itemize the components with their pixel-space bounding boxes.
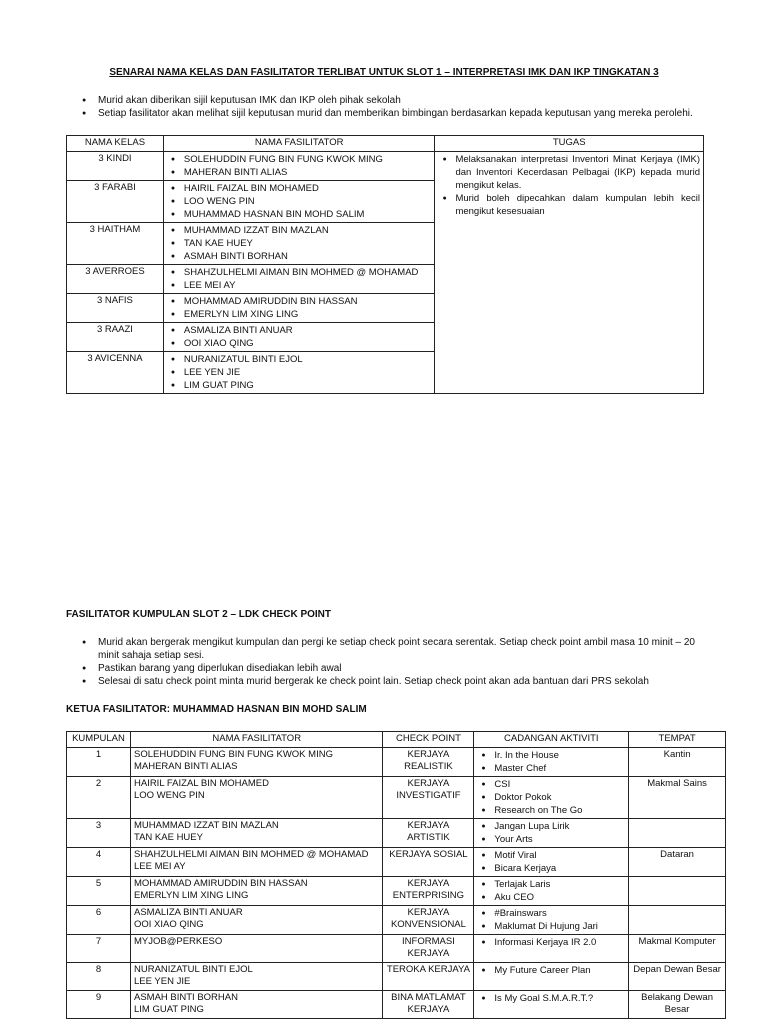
kumpulan-cell: 9: [67, 990, 131, 1018]
table-row: [67, 990, 726, 1018]
kumpulan-cell: 7: [67, 934, 131, 962]
fasilitator-cell: [130, 776, 382, 818]
aktiviti-item: ● Aku CEO: [477, 891, 625, 904]
table-row: [67, 776, 726, 818]
fasilitator-name: ● ASMALIZA BINTI ANUAR: [167, 324, 432, 337]
check-point-cell: KERJAYA REALISTIK: [383, 747, 474, 776]
fasilitator-name: ● LEE YEN JIE: [167, 366, 432, 379]
tempat-cell: Kantin: [629, 747, 726, 776]
slot2-note: ● Murid akan bergerak mengikut kumpulan dan pergi ke setiap check point secara serentak. Setiap check point ambil masa 10 minit – 20 minit sahaja setiap sesi.: [82, 636, 702, 662]
check-point-cell: KERJAYA ENTERPRISING: [383, 876, 474, 905]
table-row: [67, 151, 704, 180]
aktiviti-item: ● Maklumat Di Hujung Jari: [477, 920, 625, 933]
table-row: [67, 747, 726, 776]
tempat-cell: [629, 905, 726, 934]
fasilitator-name-list: [167, 182, 432, 221]
aktiviti-item: ● Bicara Kerjaya: [477, 862, 625, 875]
kumpulan-cell: 1: [67, 747, 131, 776]
fasilitator-name: ASMALIZA BINTI ANUAR: [133, 906, 243, 918]
header-tugas: TUGAS: [435, 136, 704, 152]
fasilitator-name: HAIRIL FAIZAL BIN MOHAMED: [133, 777, 269, 789]
aktiviti-item: ● Master Chef: [477, 762, 625, 775]
tempat-cell: Belakang Dewan Besar: [629, 990, 726, 1018]
slot2-note: ● Pastikan barang yang diperlukan disediakan lebih awal: [82, 662, 702, 675]
header-cadangan-aktiviti: CADANGAN AKTIVITI: [474, 732, 629, 748]
fasilitator-name: MUHAMMAD IZZAT BIN MAZLAN: [133, 819, 279, 831]
aktiviti-item-list: [477, 964, 625, 977]
aktiviti-item: ● Research on The Go: [477, 804, 625, 817]
tempat-cell: Depan Dewan Besar: [629, 962, 726, 990]
fasilitator-cell: [130, 990, 382, 1018]
fasilitator-name: ● OOI XIAO QING: [167, 337, 432, 350]
tempat-cell: Dataran: [629, 847, 726, 876]
fasilitator-name: OOI XIAO QING: [133, 919, 204, 930]
fasilitator-name: ● EMERLYN LIM XING LING: [167, 308, 432, 321]
fasilitator-name: LOO WENG PIN: [133, 790, 205, 801]
slot1-notes: [82, 94, 712, 120]
aktiviti-cell: [474, 847, 629, 876]
tempat-cell: [629, 818, 726, 847]
aktiviti-cell: [474, 934, 629, 962]
slot2-title: FASILITATOR KUMPULAN SLOT 2 – LDK CHECK POINT: [66, 609, 332, 620]
fasilitator-name-list: [167, 295, 432, 321]
fasilitator-name: ● ASMAH BINTI BORHAN: [167, 250, 432, 263]
aktiviti-item: ● Jangan Lupa Lirik: [477, 820, 625, 833]
fasilitator-cell: [163, 264, 435, 293]
aktiviti-item: ● Informasi Kerjaya IR 2.0: [477, 936, 625, 949]
tempat-cell: Makmal Sains: [629, 776, 726, 818]
tempat-cell: Makmal Komputer: [629, 934, 726, 962]
fasilitator-name: ● LIM GUAT PING: [167, 379, 432, 392]
kumpulan-cell: 4: [67, 847, 131, 876]
nama-kelas-cell: 3 RAAZI: [67, 322, 164, 351]
aktiviti-item: ● Terlajak Laris: [477, 878, 625, 891]
tugas-cell: [435, 151, 704, 393]
nama-kelas-cell: 3 NAFIS: [67, 293, 164, 322]
fasilitator-name-list: [167, 224, 432, 263]
aktiviti-cell: [474, 818, 629, 847]
table-header-row: [67, 732, 726, 748]
fasilitator-name-list: [167, 153, 432, 179]
aktiviti-item-list: [477, 749, 625, 775]
fasilitator-name: EMERLYN LIM XING LING: [133, 890, 249, 901]
slot1-table: [66, 135, 704, 394]
kumpulan-cell: 5: [67, 876, 131, 905]
nama-kelas-cell: 3 AVICENNA: [67, 351, 164, 393]
table-row: [67, 847, 726, 876]
header-kumpulan: KUMPULAN: [67, 732, 131, 748]
kumpulan-cell: 6: [67, 905, 131, 934]
check-point-cell: BINA MATLAMAT KERJAYA: [383, 990, 474, 1018]
fasilitator-name: ● TAN KAE HUEY: [167, 237, 432, 250]
fasilitator-cell: [163, 322, 435, 351]
fasilitator-name: MYJOB@PERKESO: [133, 935, 223, 947]
fasilitator-cell: [130, 747, 382, 776]
tugas-item-list: [438, 153, 700, 218]
aktiviti-item-list: [477, 936, 625, 949]
fasilitator-cell: [130, 905, 382, 934]
fasilitator-cell: [130, 962, 382, 990]
fasilitator-name: ● SHAHZULHELMI AIMAN BIN MOHMED @ MOHAMAD: [167, 266, 432, 279]
fasilitator-name-list: [167, 353, 432, 392]
tugas-item: ● Murid boleh dipecahkan dalam kumpulan lebih kecil mengikut kesesuaian: [438, 192, 700, 218]
check-point-cell: TEROKA KERJAYA: [383, 962, 474, 990]
check-point-cell: KERJAYA SOSIAL: [383, 847, 474, 876]
slot1-note: ● Murid akan diberikan sijil keputusan IMK dan IKP oleh pihak sekolah: [82, 94, 712, 107]
fasilitator-cell: [163, 222, 435, 264]
aktiviti-cell: [474, 962, 629, 990]
header-nama-fasilitator: NAMA FASILITATOR: [130, 732, 382, 748]
nama-kelas-cell: 3 HAITHAM: [67, 222, 164, 264]
kumpulan-cell: 3: [67, 818, 131, 847]
slot2-table: [66, 731, 726, 1019]
aktiviti-item-list: [477, 907, 625, 933]
table-row: [67, 876, 726, 905]
header-nama-kelas: NAMA KELAS: [67, 136, 164, 152]
fasilitator-name: MAHERAN BINTI ALIAS: [133, 761, 238, 772]
table-row: [67, 934, 726, 962]
check-point-cell: KERJAYA ARTISTIK: [383, 818, 474, 847]
aktiviti-item: ● Your Arts: [477, 833, 625, 846]
header-tempat: TEMPAT: [629, 732, 726, 748]
tugas-item: ● Melaksanakan interpretasi Inventori Minat Kerjaya (IMK) dan Inventori Kecerdasan Pelbagai (IKP) kepada murid mengikut kelas.: [438, 153, 700, 192]
aktiviti-item-list: [477, 778, 625, 817]
aktiviti-item: ● CSI: [477, 778, 625, 791]
fasilitator-name: ● MUHAMMAD HASNAN BIN MOHD SALIM: [167, 208, 432, 221]
fasilitator-cell: [130, 934, 382, 962]
fasilitator-name: ● MOHAMMAD AMIRUDDIN BIN HASSAN: [167, 295, 432, 308]
nama-kelas-cell: 3 AVERROES: [67, 264, 164, 293]
table-row: [67, 905, 726, 934]
fasilitator-name: ● LOO WENG PIN: [167, 195, 432, 208]
aktiviti-cell: [474, 905, 629, 934]
slot1-title: SENARAI NAMA KELAS DAN FASILITATOR TERLIBAT UNTUK SLOT 1 – INTERPRETASI IMK DAN IKP TINGKATAN 3: [109, 67, 659, 78]
fasilitator-name: LEE MEI AY: [133, 861, 186, 872]
check-point-cell: KERJAYA INVESTIGATIF: [383, 776, 474, 818]
fasilitator-name: NURANIZATUL BINTI EJOL: [133, 963, 253, 975]
check-point-cell: KERJAYA KONVENSIONAL: [383, 905, 474, 934]
header-nama-fasilitator: NAMA FASILITATOR: [163, 136, 435, 152]
fasilitator-name: MOHAMMAD AMIRUDDIN BIN HASSAN: [133, 877, 308, 889]
nama-kelas-cell: 3 FARABI: [67, 180, 164, 222]
fasilitator-name: ● LEE MEI AY: [167, 279, 432, 292]
fasilitator-name: ● NURANIZATUL BINTI EJOL: [167, 353, 432, 366]
check-point-cell: INFORMASI KERJAYA: [383, 934, 474, 962]
fasilitator-cell: [163, 293, 435, 322]
slot1-note: ● Setiap fasilitator akan melihat sijil keputusan murid dan memberikan bimbingan berdasarkan kepada keputusan yang mereka perolehi.: [82, 107, 712, 120]
aktiviti-item-list: [477, 849, 625, 875]
header-check-point: CHECK POINT: [383, 732, 474, 748]
fasilitator-cell: [163, 351, 435, 393]
fasilitator-name-list: [167, 324, 432, 350]
fasilitator-name: ● MUHAMMAD IZZAT BIN MAZLAN: [167, 224, 432, 237]
aktiviti-item-list: [477, 878, 625, 904]
fasilitator-name: LEE YEN JIE: [133, 976, 191, 987]
aktiviti-item: ● Ir. In the House: [477, 749, 625, 762]
aktiviti-cell: [474, 990, 629, 1018]
fasilitator-cell: [130, 847, 382, 876]
fasilitator-name: ASMAH BINTI BORHAN: [133, 991, 238, 1003]
tempat-cell: [629, 876, 726, 905]
table-row: [67, 818, 726, 847]
fasilitator-name-list: [167, 266, 432, 292]
table-header-row: [67, 136, 704, 152]
aktiviti-item-list: [477, 820, 625, 846]
aktiviti-cell: [474, 747, 629, 776]
fasilitator-cell: [130, 818, 382, 847]
fasilitator-name: SOLEHUDDIN FUNG BIN FUNG KWOK MING: [133, 748, 333, 760]
fasilitator-name: ● MAHERAN BINTI ALIAS: [167, 166, 432, 179]
slot2-notes: [82, 636, 702, 688]
aktiviti-cell: [474, 776, 629, 818]
fasilitator-cell: [130, 876, 382, 905]
fasilitator-cell: [163, 180, 435, 222]
fasilitator-name: SHAHZULHELMI AIMAN BIN MOHMED @ MOHAMAD: [133, 848, 369, 860]
kumpulan-cell: 2: [67, 776, 131, 818]
kumpulan-cell: 8: [67, 962, 131, 990]
fasilitator-cell: [163, 151, 435, 180]
fasilitator-name: ● SOLEHUDDIN FUNG BIN FUNG KWOK MING: [167, 153, 432, 166]
fasilitator-name: TAN KAE HUEY: [133, 832, 203, 843]
aktiviti-item: ● My Future Career Plan: [477, 964, 625, 977]
aktiviti-item: ● Motif Viral: [477, 849, 625, 862]
aktiviti-item-list: [477, 992, 625, 1005]
aktiviti-item: ● Is My Goal S.M.A.R.T.?: [477, 992, 625, 1005]
aktiviti-item: ● Doktor Pokok: [477, 791, 625, 804]
slot2-note: ● Selesai di satu check point minta murid bergerak ke check point lain. Setiap check point akan ada bantuan dari PRS sekolah: [82, 675, 702, 688]
aktiviti-cell: [474, 876, 629, 905]
fasilitator-name: ● HAIRIL FAIZAL BIN MOHAMED: [167, 182, 432, 195]
aktiviti-item: ● #Brainswars: [477, 907, 625, 920]
fasilitator-name: LIM GUAT PING: [133, 1004, 204, 1015]
table-row: [67, 962, 726, 990]
ketua-fasilitator: KETUA FASILITATOR: MUHAMMAD HASNAN BIN MOHD SALIM: [66, 704, 367, 715]
nama-kelas-cell: 3 KINDI: [67, 151, 164, 180]
